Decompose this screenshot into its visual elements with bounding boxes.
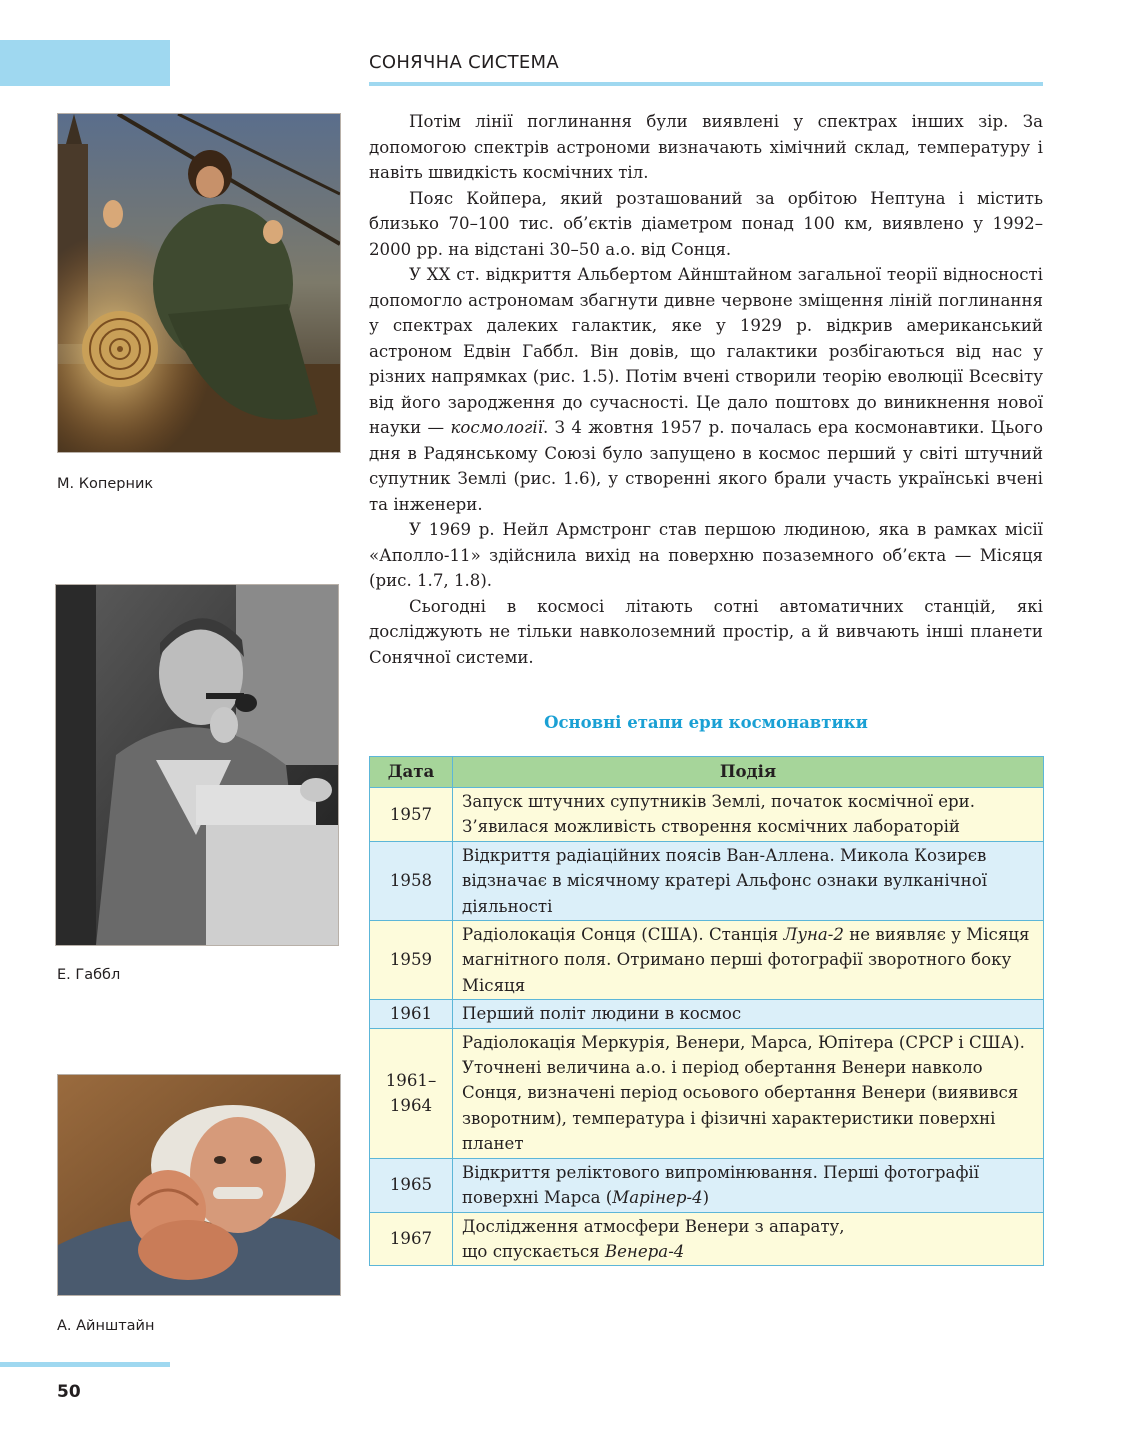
event-text: Запуск штучних супутників Землі, початок космічної ери. З’явилася можливість створення космічних лабораторій: [462, 792, 976, 837]
table-cell-event: [453, 841, 1044, 920]
event-text: Перший політ людини в космос: [462, 1004, 742, 1024]
table-cell-year: 1958: [370, 841, 453, 920]
paragraph-text: . З 4 жовтня 1957 р. почалась ера космонавтики. Цього дня в Радянському Союзі було запущено в космос перший у світі штучний супутник Землі (рис. 1.6), у створенні якого брали участь українські вчені та інженери.: [369, 418, 1043, 514]
table-row: [370, 1000, 1044, 1028]
event-text: Радіолокація Меркурія, Венери, Марса, Юпітера (СРСР і США). Уточнені величина а.о. і період обертання Венери навколо Сонця, визначені період осьового обертання Венери (виявився зворотним), температура і фізичні характеристики поверхні планет: [462, 1032, 1025, 1154]
table-cell-event: [453, 1212, 1044, 1266]
table-row: [370, 1158, 1044, 1212]
copernicus-painting-icon: [58, 114, 340, 452]
paragraph-text: У XX ст. відкриття Альбертом Айнштайном загальної теорії відносності допомогло астрономам збагнути дивне червоне зміщення ліній поглинання у спектрах далеких галактик, яке у 1929 р. відкрив американський астроном Едвін Габбл. Він довів, що галактики розбігаються від нас у різних напрямках (рис. 1.5). Потім вчені створили теорію еволюції Всесвіту від його зародження до сучасності. Це дало поштовх до виникнення нової науки —: [369, 265, 1043, 437]
spacecraft-name: Луна-2: [783, 925, 844, 945]
einstein-photo: [57, 1074, 341, 1296]
table-cell-event: [453, 1028, 1044, 1158]
table-cell-event: [453, 921, 1044, 1000]
paragraph: У 1969 р. Нейл Армстронг став першою людиною, яка в рамках місії «Аполло-11» здійснила вихід на поверхню позаземного об’єкта — Місяця (рис. 1.7, 1.8).: [369, 520, 1043, 590]
page-number: 50: [57, 1382, 81, 1402]
hubble-photo-icon: [56, 585, 338, 945]
column-header-date: Дата: [370, 757, 453, 788]
event-text: Дослідження атмосфери Венери з апарату, що спускається: [462, 1216, 845, 1261]
figure-caption-einstein: А. Айнштайн: [57, 1318, 155, 1334]
table-cell-event: [453, 788, 1044, 842]
event-text: ): [702, 1188, 710, 1208]
body-text: [369, 109, 1043, 670]
hubble-photo: [55, 584, 339, 946]
table-cell-year: 1959: [370, 921, 453, 1000]
table-cell-year: 1957: [370, 788, 453, 842]
cosmology-term: космології: [450, 418, 543, 437]
paragraph: Потім лінії поглинання були виявлені у спектрах інших зір. За допомогою спектрів астрономи визначають хімічний склад, температуру і навіть швидкість космічних тіл.: [369, 112, 1043, 182]
table-cell-year: 1965: [370, 1158, 453, 1212]
event-text: Відкриття реліктового випромінювання. Перші фотографії поверхні Марса (: [462, 1162, 980, 1208]
table-row: [370, 921, 1044, 1000]
figure-caption-hubble: Е. Габбл: [57, 967, 121, 983]
column-header-event: Подія: [453, 757, 1044, 788]
paragraph: Сьогодні в космосі літають сотні автоматичних станцій, які досліджують не тільки навколоземний простір, а й вивчають інші планети Сонячної системи.: [369, 596, 1043, 667]
copernicus-painting: [57, 113, 341, 453]
table-header-row: [370, 757, 1044, 788]
table-cell-event: [453, 1158, 1044, 1212]
cosmonautics-table: [369, 756, 1044, 1266]
table-cell-year: 1961– 1964: [370, 1028, 453, 1158]
table-row: [370, 788, 1044, 842]
footer-accent-bar: [0, 1362, 170, 1367]
paragraph: [369, 262, 1043, 517]
spacecraft-name: Марінер-4: [612, 1188, 703, 1208]
spacecraft-name: Венера-4: [604, 1241, 685, 1261]
table-cell-event: [453, 1000, 1044, 1028]
section-title: СОНЯЧНА СИСТЕМА: [369, 52, 560, 73]
paragraph: Пояс Койпера, який розташований за орбітою Нептуна і містить близько 70–100 тис. об’єктів діаметром понад 100 км, виявлено у 1992–2000 рр. на відстані 30–50 а.о. від Сонця.: [369, 188, 1043, 259]
event-text: Відкриття радіаційних поясів Ван-Аллена. Микола Козирєв відзначає в місячному кратері Альфонс ознаки вулканічної діяльності: [462, 845, 988, 916]
header-rule: [369, 82, 1043, 86]
event-text: не виявляє у Місяця магнітного поля. Отримано перші фотографії зворотного боку Місяця: [462, 925, 1030, 995]
table-row: [370, 841, 1044, 920]
table-row: [370, 1028, 1044, 1158]
figure-caption-copernicus: М. Коперник: [57, 476, 154, 492]
event-text: Радіолокація Сонця (США). Станція: [462, 925, 784, 945]
table-cell-year: 1961: [370, 1000, 453, 1028]
table-row: [370, 1212, 1044, 1266]
einstein-photo-icon: [58, 1075, 340, 1295]
table-body: [370, 788, 1044, 1266]
table-cell-year: 1967: [370, 1212, 453, 1266]
header-accent-bar: [0, 40, 170, 86]
table-title: Основні етапи ери космонавтики: [544, 713, 868, 732]
